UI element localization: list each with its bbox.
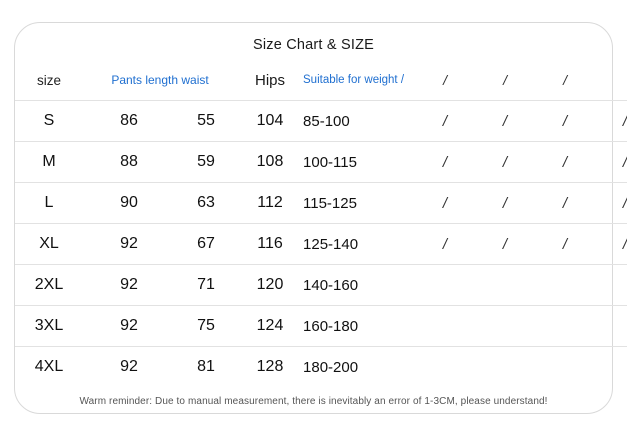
cell-length: 92 bbox=[83, 224, 175, 265]
cell-size: 2XL bbox=[15, 265, 83, 306]
table-row bbox=[15, 265, 627, 306]
cell-slash-2 bbox=[475, 306, 535, 347]
cell-size: 3XL bbox=[15, 306, 83, 347]
cell-slash-4 bbox=[595, 306, 627, 347]
cell-weight: 125-140 bbox=[303, 224, 415, 265]
cell-length: 92 bbox=[120, 358, 138, 375]
cell-hips: 120 bbox=[237, 265, 303, 306]
cell-length: 90 bbox=[83, 183, 175, 224]
cell-slash-2: / bbox=[475, 101, 535, 142]
cell-waist: 75 bbox=[175, 306, 237, 347]
cell-weight: 115-125 bbox=[303, 183, 415, 224]
cell-slash-1: / bbox=[415, 142, 475, 183]
table-row bbox=[15, 101, 627, 142]
cell-size: S bbox=[15, 101, 83, 142]
cell-hips: 108 bbox=[237, 142, 303, 183]
cell-slash-4: / bbox=[595, 224, 627, 265]
cell-slash-4: / bbox=[595, 101, 627, 142]
cell-length: 88 bbox=[83, 142, 175, 183]
cell-slash-3 bbox=[535, 265, 595, 306]
cell-slash-1 bbox=[415, 265, 475, 306]
cell-slash-1: / bbox=[415, 224, 475, 265]
cell-slash-1: / bbox=[415, 183, 475, 224]
cell-slash-1 bbox=[415, 347, 475, 388]
cell-weight: 85-100 bbox=[303, 101, 415, 142]
header-size: size bbox=[15, 60, 83, 101]
cell-slash-3 bbox=[535, 347, 595, 388]
cell-slash-4 bbox=[595, 347, 627, 388]
cell-size: M bbox=[15, 142, 83, 183]
cell-weight: 180-200 bbox=[303, 358, 359, 376]
cell-slash-1: / bbox=[415, 101, 475, 142]
cell-size: 4XL bbox=[34, 358, 64, 375]
cell-slash-3: / bbox=[535, 142, 595, 183]
cell-slash-2: / bbox=[475, 183, 535, 224]
table-row bbox=[15, 306, 627, 347]
table-row bbox=[15, 224, 627, 265]
cell-slash-1 bbox=[415, 306, 475, 347]
table-row bbox=[15, 142, 627, 183]
cell-size: XL bbox=[15, 224, 83, 265]
cell-slash-2 bbox=[475, 347, 535, 388]
cell-hips: 124 bbox=[237, 306, 303, 347]
cell-weight: 160-180 bbox=[303, 306, 415, 347]
header-slash-2: / bbox=[475, 60, 535, 101]
cell-length: 92 bbox=[83, 265, 175, 306]
cell-weight: 140-160 bbox=[303, 265, 415, 306]
cell-slash-3: / bbox=[535, 101, 595, 142]
table-row bbox=[15, 183, 627, 224]
cell-slash-2 bbox=[475, 265, 535, 306]
cell-slash-4: / bbox=[595, 142, 627, 183]
cell-slash-2: / bbox=[475, 142, 535, 183]
cell-hips: 112 bbox=[237, 183, 303, 224]
cell-waist: 81 bbox=[197, 358, 215, 375]
header-slash-4 bbox=[595, 60, 627, 101]
page-title: Size Chart & SIZE bbox=[252, 37, 375, 53]
header-slash-1: / bbox=[415, 60, 475, 101]
cell-size: L bbox=[15, 183, 83, 224]
cell-hips: 104 bbox=[237, 101, 303, 142]
header-suitable-for-weight: Suitable for weight / bbox=[303, 60, 415, 101]
cell-waist: 59 bbox=[175, 142, 237, 183]
cell-length: 92 bbox=[83, 306, 175, 347]
warm-reminder-note: Warm reminder: Due to manual measurement, there is inevitably an error of 1-3CM, please understand! bbox=[79, 396, 548, 407]
cell-slash-3: / bbox=[535, 183, 595, 224]
cell-waist: 63 bbox=[175, 183, 237, 224]
table-header-row bbox=[15, 60, 627, 101]
size-chart-table bbox=[15, 60, 627, 387]
cell-waist: 55 bbox=[175, 101, 237, 142]
size-chart-card bbox=[14, 22, 627, 414]
cell-slash-4 bbox=[595, 265, 627, 306]
cell-waist: 67 bbox=[175, 224, 237, 265]
cell-hips: 128 bbox=[256, 358, 284, 375]
header-pants-length-waist: Pants length waist bbox=[83, 60, 237, 101]
header-slash-3: / bbox=[535, 60, 595, 101]
cell-slash-3: / bbox=[535, 224, 595, 265]
cell-slash-4: / bbox=[595, 183, 627, 224]
cell-length: 86 bbox=[83, 101, 175, 142]
table-row bbox=[15, 347, 627, 388]
cell-hips: 116 bbox=[237, 224, 303, 265]
cell-weight: 100-115 bbox=[303, 142, 415, 183]
cell-waist: 71 bbox=[175, 265, 237, 306]
cell-slash-3 bbox=[535, 306, 595, 347]
cell-slash-2: / bbox=[475, 224, 535, 265]
header-hips: Hips bbox=[237, 60, 303, 101]
